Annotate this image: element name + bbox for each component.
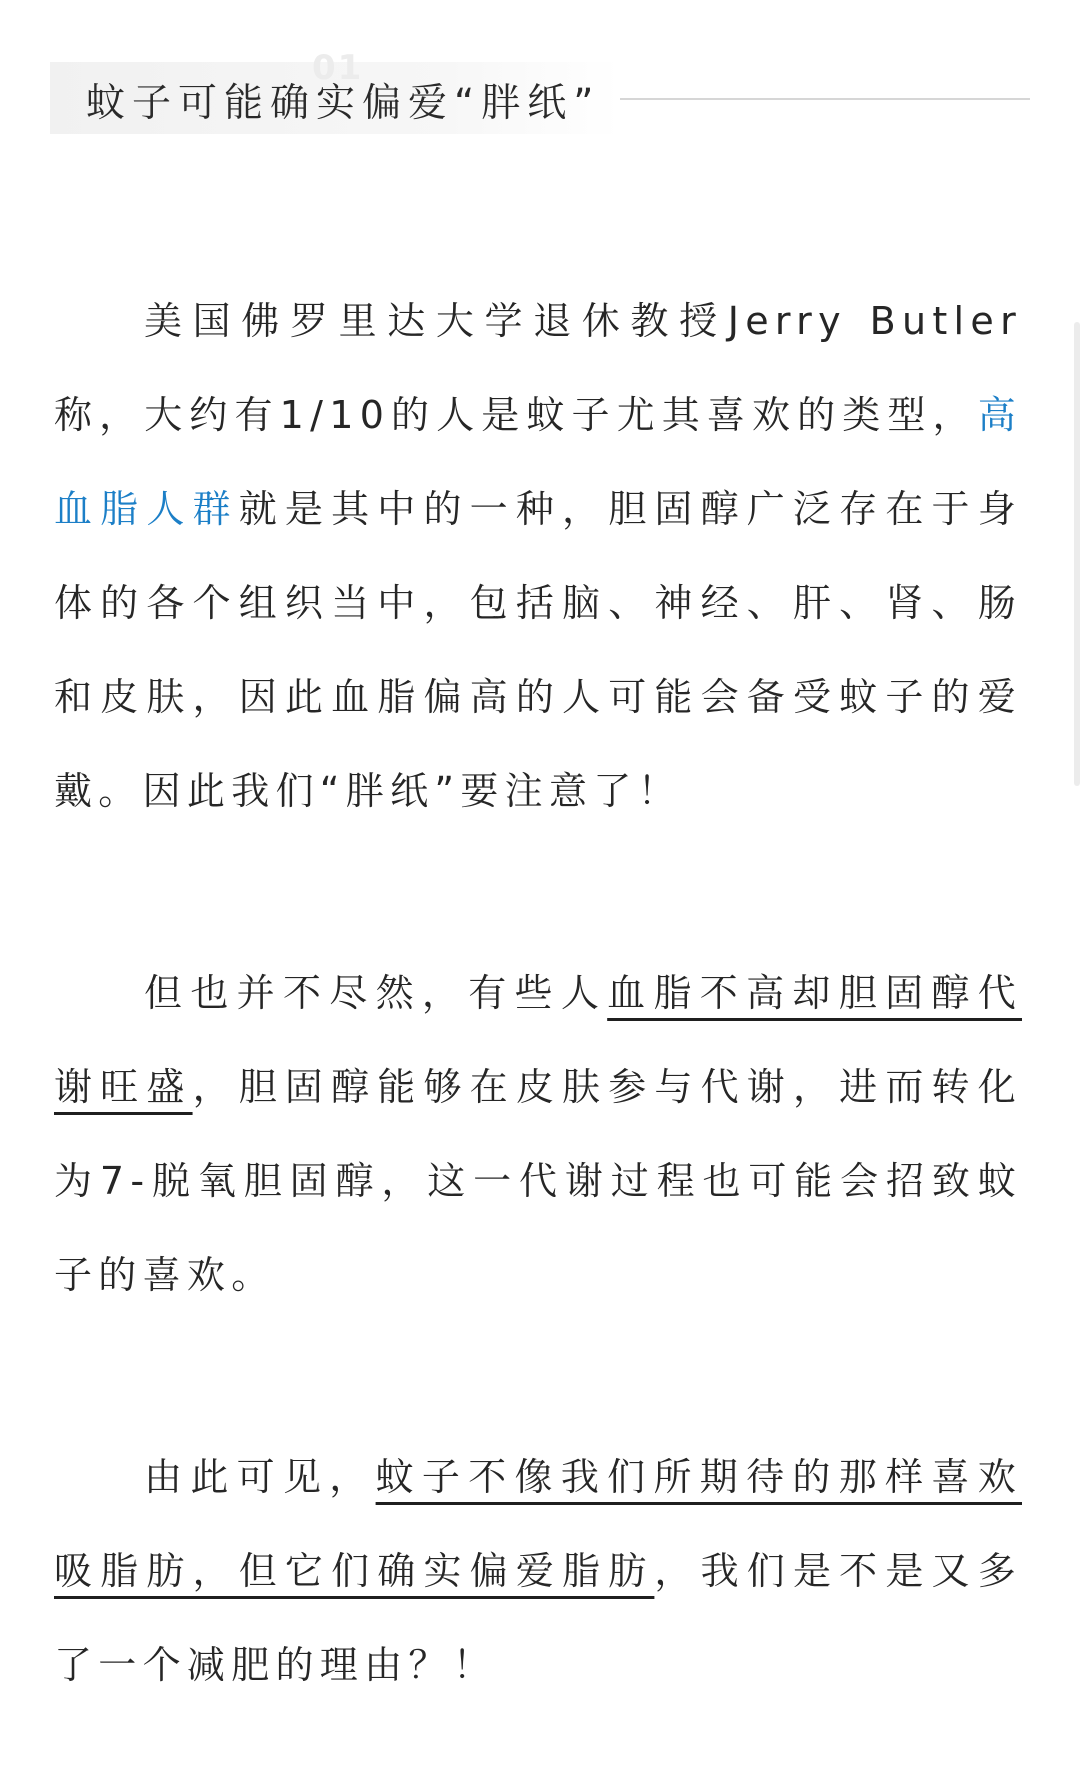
paragraph-3: [54, 1430, 1022, 1712]
scrollbar[interactable]: [1074, 322, 1080, 786]
paragraph-1-text-a: 美国佛罗里达大学退休教授Jerry Butler称，大约有1/10的人是蚊子尤其喜欢的类型，: [54, 299, 1022, 437]
highlight-high-blood-lipid: 高血脂人群: [54, 393, 1022, 531]
section-divider: [620, 98, 1030, 100]
paragraph-3-text-b: ，我们是不是又多了一个减肥的理由？！: [54, 1549, 1022, 1687]
underline-mosquito-fat: 蚊子不像我们所期待的那样喜欢吸脂肪，但它们确实偏爱脂肪: [54, 1455, 1022, 1593]
paragraph-2: [54, 946, 1022, 1322]
section-number: 01: [312, 48, 364, 88]
section-title: 蚊子可能确实偏爱“胖纸”: [86, 81, 601, 126]
paragraph-3-text-a: 由此可见，: [144, 1455, 376, 1499]
paragraph-1-text-b: 就是其中的一种，胆固醇广泛存在于身体的各个组织当中，包括脑、神经、肝、肾、肠和皮肤，因此血脂偏高的人可能会备受蚊子的爱戴。因此我们“胖纸”要注意了！: [54, 487, 1023, 813]
section-header: [50, 48, 1030, 134]
section-title-box: [50, 48, 620, 134]
underline-cholesterol-metabolism: 血脂不高却胆固醇代谢旺盛: [54, 971, 1022, 1109]
article-body: [54, 274, 1022, 1712]
paragraph-2-text-a: 但也并不尽然，有些人: [144, 971, 608, 1015]
paragraph-2-text-b: ，胆固醇能够在皮肤参与代谢，进而转化为7-脱氧胆固醇，这一代谢过程也可能会招致蚊子的喜欢。: [54, 1065, 1022, 1297]
paragraph-1: [54, 274, 1022, 838]
